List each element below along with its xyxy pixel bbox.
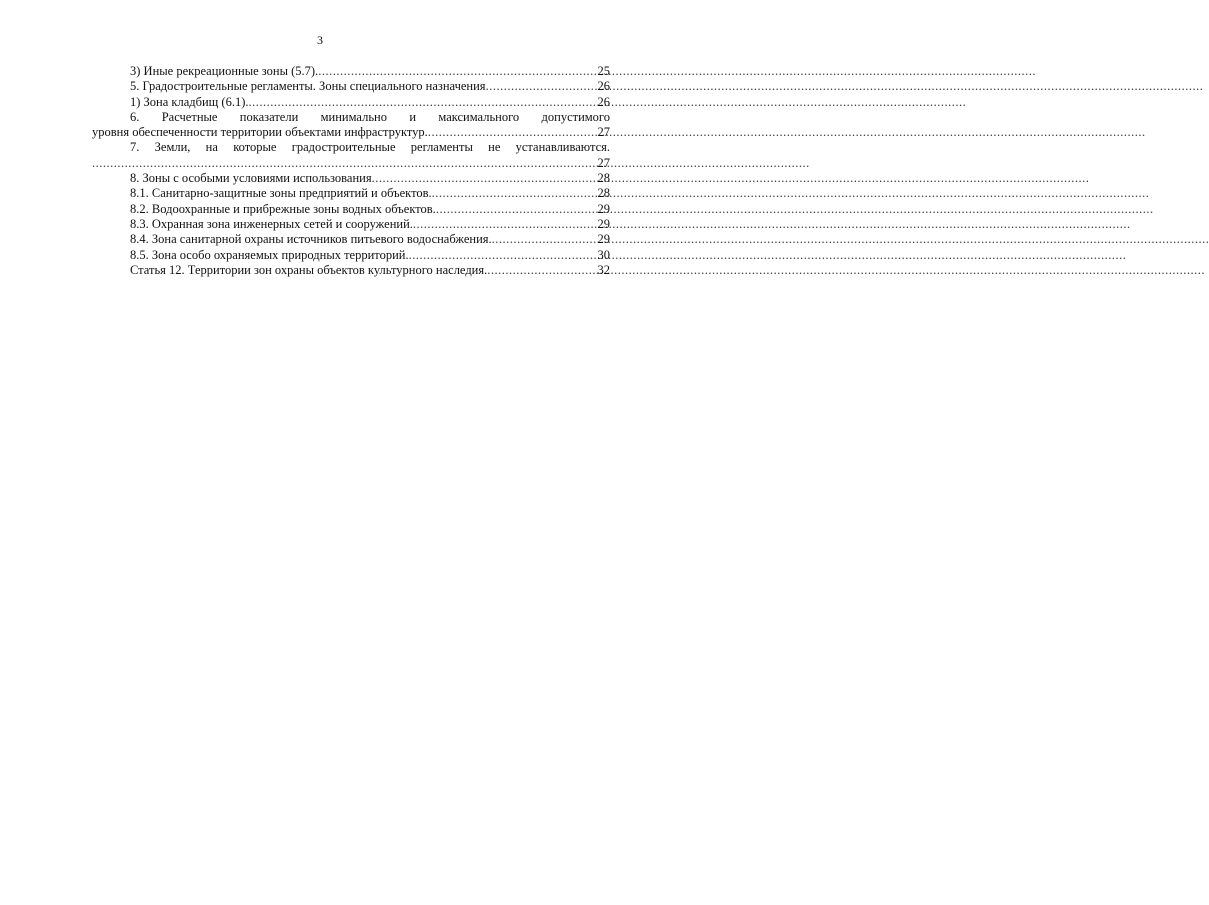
toc-entry-page: 28 [597,186,610,201]
toc-entry-page: 25 [597,64,610,78]
toc-entry-title: 8.1. Санитарно-защитные зоны предприятий и объектов. [130,186,432,201]
toc-entry-title: 8.5. Зона особо охраняемых природных территорий. [130,247,409,262]
toc-entry[interactable] [120,248,610,263]
dot-leader [432,186,597,201]
toc-entry[interactable] [92,140,610,171]
toc-entry-title: 3) Иные рекреационные зоны (5.7). [130,64,319,78]
toc-entry-title-line2: уровня обеспеченности территории объектами инфраструктур. [92,125,428,140]
toc-entry-page: 26 [597,79,610,94]
page-number: 3 [317,33,323,47]
toc-entry-title-line1: 7. Земли, на которые градостроительные регламенты не устанавливаются. [130,140,610,155]
toc-entry-page: 27 [597,155,610,170]
toc-entry[interactable] [120,263,610,278]
dot-leader [249,95,597,110]
toc-entry-line2 [92,125,610,140]
toc-entry-title: 8.4. Зона санитарной охраны источников питьевого водоснабжения. [130,232,492,247]
toc-entry[interactable] [120,186,610,201]
toc-entry-title: 5. Градостроительные регламенты. Зоны специального назначения [130,79,486,94]
dot-leader [92,156,597,171]
dot-leader [318,64,596,79]
toc-entry[interactable] [120,217,610,232]
dot-leader [372,171,597,186]
toc-entry-title: 8.2. Водоохранные и прибрежные зоны водных объектов. [130,201,436,216]
toc-entry[interactable] [120,202,610,217]
toc-entry[interactable] [120,95,610,110]
toc-entry[interactable] [120,232,610,247]
toc-entry[interactable] [120,79,610,94]
toc-entry-line2 [92,156,610,171]
toc-entry-page: 28 [597,171,610,186]
toc-entry-page: 26 [597,94,610,109]
table-of-contents [92,64,610,278]
toc-entry-title: Статья 12. Территории зон охраны объектов культурного наследия. [130,262,488,277]
toc-entry[interactable] [92,110,610,141]
toc-entry-title-line1: 6. Расчетные показатели минимально и максимального допустимого [130,109,610,124]
toc-entry-page: 29 [597,232,610,247]
dot-leader [487,263,596,278]
dot-leader [413,217,597,232]
dot-leader [409,248,597,263]
dot-leader [492,232,597,247]
toc-entry-page: 30 [597,247,610,262]
toc-entry-page: 29 [597,216,610,231]
toc-entry[interactable] [120,171,610,186]
dot-leader [436,202,597,217]
toc-entry-title: 1) Зона кладбищ (6.1). [130,94,249,109]
toc-entry-title: 8. Зоны с особыми условиями использования [130,171,372,186]
toc-entry-page: 29 [597,201,610,216]
dot-leader [428,125,597,140]
toc-entry[interactable] [120,64,610,79]
toc-entry-title: 8.3. Охранная зона инженерных сетей и сооружений. [130,216,413,231]
dot-leader [486,79,597,94]
toc-entry-page: 27 [597,125,610,140]
toc-entry-page: 32 [597,262,610,277]
